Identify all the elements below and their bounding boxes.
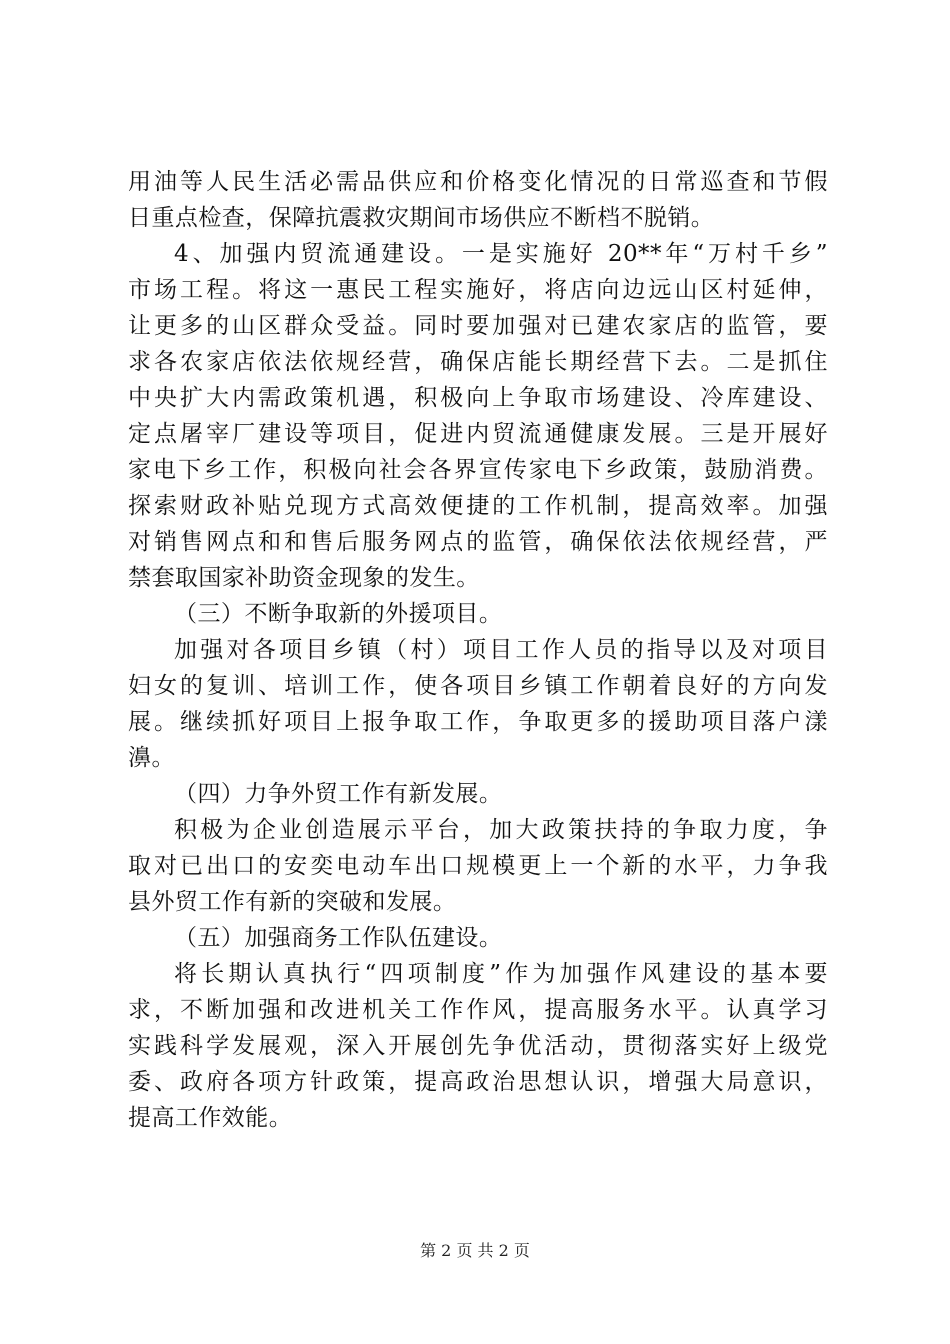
- text-line: 将长期认真执行“四项制度”作为加强作风建设的基本要: [174, 961, 828, 987]
- text-line: 求，不断加强和改进机关工作作风，提高服务水平。认真学习: [128, 997, 828, 1023]
- text-line: 提高工作效能。: [128, 1105, 293, 1131]
- text-line: 实践科学发展观，深入开展创先争优活动，贯彻落实好上级党: [128, 1033, 828, 1059]
- text-line: 对销售网点和和售后服务网点的监管，确保依法依规经营，严: [128, 529, 828, 555]
- text-line: 家电下乡工作，积极向社会各界宣传家电下乡政策，鼓励消费。: [128, 457, 828, 483]
- text-line: 濞。: [128, 745, 175, 771]
- text-line: 市场工程。将这一惠民工程实施好，将店向边远山区村延伸，: [128, 277, 828, 303]
- text-line: 求各农家店依法依规经营，确保店能长期经营下去。二是抓住: [128, 349, 828, 375]
- section-heading: （三）不断争取新的外援项目。: [174, 601, 503, 627]
- text-line: 妇女的复训、培训工作，使各项目乡镇工作朝着良好的方向发: [128, 673, 828, 699]
- text-line: 积极为企业创造展示平台，加大政策扶持的争取力度，争: [174, 817, 828, 843]
- page-number-label: 第 2 页 共 2 页: [420, 1241, 530, 1260]
- text-line: 展。继续抓好项目上报争取工作，争取更多的援助项目落户漾: [128, 709, 828, 735]
- document-body: [128, 164, 828, 1136]
- text-line: 探索财政补贴兑现方式高效便捷的工作机制，提高效率。加强: [128, 493, 828, 519]
- section-heading: （五）加强商务工作队伍建设。: [174, 925, 503, 951]
- text-line: 用油等人民生活必需品供应和价格变化情况的日常巡查和节假: [128, 169, 828, 195]
- text-line: 委、政府各项方针政策，提高政治思想认识，增强大局意识，: [128, 1069, 828, 1095]
- text-line: 县外贸工作有新的突破和发展。: [128, 889, 457, 915]
- section-heading: （四）力争外贸工作有新发展。: [174, 781, 503, 807]
- text-line: 取对已出口的安奕电动车出口规模更上一个新的水平，力争我: [128, 853, 828, 879]
- text-line: 定点屠宰厂建设等项目，促进内贸流通健康发展。三是开展好: [128, 421, 828, 447]
- text-line: 中央扩大内需政策机遇，积极向上争取市场建设、冷库建设、: [128, 385, 828, 411]
- page-footer: [0, 1241, 950, 1261]
- text-line: 加强对各项目乡镇（村）项目工作人员的指导以及对项目: [174, 637, 828, 663]
- text-line: 日重点检查，保障抗震救灾期间市场供应不断档不脱销。: [128, 205, 715, 231]
- text-line: 让更多的山区群众受益。同时要加强对已建农家店的监管，要: [128, 313, 828, 339]
- text-line: 4、加强内贸流通建设。一是实施好 20**年“万村千乡”: [174, 241, 828, 267]
- text-line: 禁套取国家补助资金现象的发生。: [128, 565, 480, 591]
